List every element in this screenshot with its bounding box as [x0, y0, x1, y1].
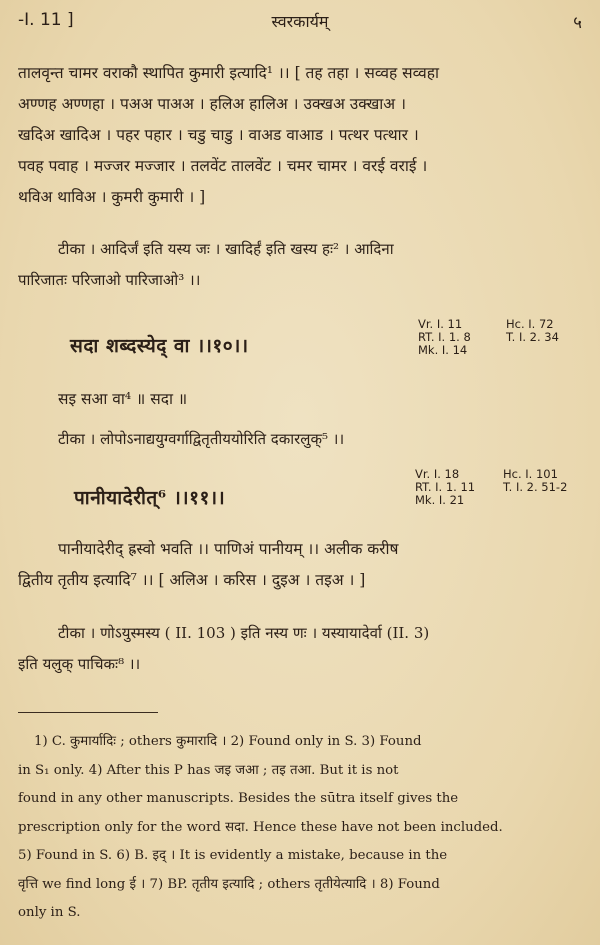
- footnote-line: prescription only for the word सदा. Hence these have not been included.: [18, 819, 503, 835]
- text-line: इति यलुक् पाचिकः⁸ ।।: [18, 655, 141, 673]
- commentary-paragraph: [18, 618, 586, 680]
- explanation-paragraph: [18, 534, 586, 596]
- text-line: पारिजातः परिजाओ पारिजाओ³ ।।: [18, 271, 201, 289]
- page-number: ५: [573, 13, 582, 33]
- sutra-heading-10: सदा शब्दस्येद् वा ।।१०।।: [70, 335, 249, 357]
- reference-row: RT. I. 1. 11 T. I. 2. 51-2: [415, 480, 568, 494]
- text-line: टीका । आदिर्जं इति यस्य जः । खादिर्हं इति खस्य हः² । आदिना: [58, 240, 394, 258]
- footnote-divider: [18, 712, 158, 713]
- reference-row: Vr. I. 11 Hc. I. 72: [418, 317, 554, 331]
- text-line: पानीयादेरीद् ह्रस्वो भवति ।। पाणिअं पानीयम् ।। अलीक करीष: [58, 540, 399, 558]
- sutra-references-10: [418, 318, 559, 357]
- text-line: टीका । णोऽयुस्मस्य ( II. 103 ) इति नस्य णः । यस्यायादेर्वा (II. 3): [58, 624, 430, 642]
- example-line: सइ सआ वा⁴ ॥ सदा ॥: [58, 390, 188, 408]
- sutra-references-11: [415, 468, 567, 507]
- examples-paragraph: [18, 58, 586, 213]
- footnote-line: in S₁ only. 4) After this P has जइ जआ ; तइ तआ. But it is not: [18, 762, 399, 778]
- footnote-line: only in S.: [18, 905, 81, 920]
- running-header: [18, 10, 582, 36]
- sutra-heading-11: पानीयादेरीत्⁶ ।।११।।: [74, 487, 226, 509]
- reference-row: RT. I. 1. 8 T. I. 2. 34: [418, 330, 559, 344]
- footnote-line: found in any other manuscripts. Besides the sūtra itself gives the: [18, 791, 459, 806]
- commentary-paragraph: [18, 234, 586, 296]
- text-line: तालवृन्त चामर वराकौ स्थापित कुमारी इत्यादि¹ ।। [ तह तहा । सव्वह सव्वहा: [18, 64, 440, 82]
- footnote-line: वृत्ति we find long ई । 7) BP. तृतीय इत्यादि ; others तृतीयेत्यादि । 8) Found: [18, 876, 440, 892]
- text-line: थविअ थाविअ । कुमरी कुमारी । ]: [18, 188, 206, 206]
- reference-row: Vr. I. 18 Hc. I. 101: [415, 467, 558, 481]
- reference-row: Mk. I. 21: [415, 493, 465, 507]
- text-line: खदिअ खादिअ । पहर पहार । चडु चाडु । वाअड वाआड । पत्थर पत्थार ।: [18, 126, 419, 144]
- text-line: अण्णह अण्णहा । पअअ पाअअ । हलिअ हालिअ । उक्खअ उक्खाअ ।: [18, 95, 406, 113]
- header-title: स्वरकार्यम्: [271, 12, 329, 31]
- commentary-line: टीका । लोपोऽनाद्ययुग्वर्गाद्वितृतीययोरिति दकारलुक्⁵ ।।: [58, 430, 345, 448]
- text-line: द्वितीय तृतीय इत्यादि⁷ ।। [ अलिअ । करिस । दुइअ । तइअ । ]: [18, 571, 366, 589]
- header-section-ref: -I. 11 ]: [18, 10, 74, 30]
- footnote-line: 5) Found in S. 6) B. इद् । It is evidently a mistake, because in the: [18, 848, 448, 863]
- footnote-line: 1) C. कुमार्यादिः ; others कुमारादि । 2) Found only in S. 3) Found: [34, 734, 422, 749]
- reference-row: Mk. I. 14: [418, 343, 468, 357]
- footnotes: [18, 728, 586, 928]
- text-line: पवह पवाह । मज्जर मज्जार । तलवेंट तालवेंट । चमर चामर । वरई वराई ।: [18, 157, 428, 175]
